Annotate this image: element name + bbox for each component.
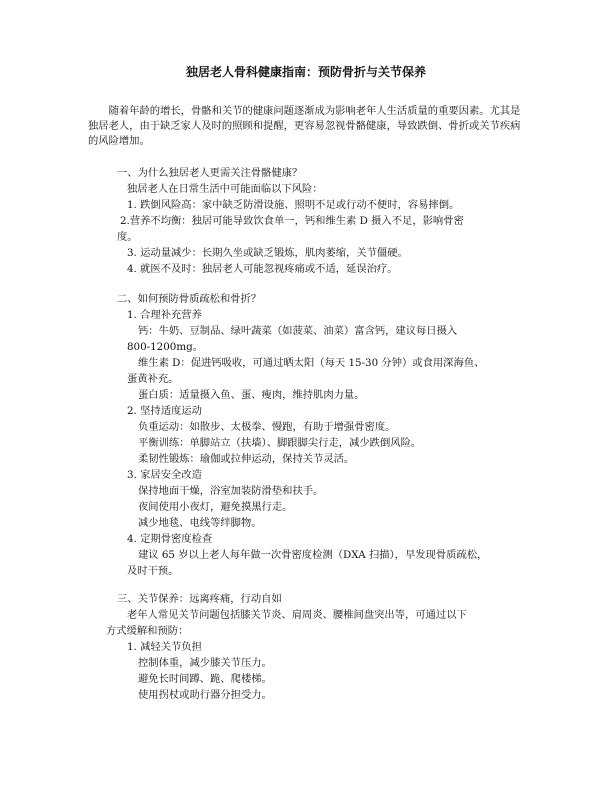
section-3-subheading: 1. 减轻关节负担	[127, 641, 202, 653]
section-2-heading: 二、如何预防骨质疏松和骨折？	[117, 293, 262, 305]
section-2-line: 及时干预。	[127, 565, 179, 577]
section-3-heading: 三、关节保养：远离疼痛，行动自如	[117, 593, 282, 605]
section-2-line: 建议 65 岁以上老人每年做一次骨密度检测（DXA 扫描），早发现骨质疏松，	[138, 549, 488, 561]
section-2-line: 平衡训练：单脚站立（扶墙）、脚跟脚尖行走，减少跌倒风险。	[138, 437, 422, 449]
section-1-item-continuation: 度。	[117, 231, 138, 243]
document-title: 独居老人骨科健康指南：预防骨折与关节保养	[185, 65, 426, 79]
section-2-subheading: 3. 家居安全改造	[127, 469, 202, 481]
section-2-line: 800-1200mg。	[127, 341, 203, 353]
section-1-item: 2.营养不均衡：独居可能导致饮食单一，钙和维生素 D 摄入不足，影响骨密	[120, 215, 464, 227]
section-3-line: 使用拐杖或助行器分担受力。	[138, 689, 272, 701]
section-1-item: 4. 就医不及时：独居老人可能忽视疼痛或不适，延误治疗。	[127, 263, 398, 275]
section-1-heading: 一、为什么独居老人更需关注骨骼健康？	[117, 167, 303, 179]
section-2-line: 负重运动：如散步、太极拳、慢跑，有助于增强骨密度。	[138, 421, 396, 433]
section-2-line: 夜间使用小夜灯，避免摸黑行走。	[138, 501, 293, 513]
section-3-line: 老年人常见关节问题包括膝关节炎、肩周炎、腰椎间盘突出等，可通过以下	[127, 609, 467, 621]
section-1-item: 1. 跌倒风险高：家中缺乏防滑设施、照明不足或行动不便时，容易摔倒。	[127, 199, 460, 211]
section-2-line: 蛋白质：适量摄入鱼、蛋、瘦肉，维持肌肉力量。	[138, 389, 365, 401]
section-3-line: 方式缓解和预防：	[106, 625, 189, 637]
section-2-line: 钙：牛奶、豆制品、绿叶蔬菜（如菠菜、油菜）富含钙，建议每日摄入	[138, 325, 458, 337]
section-2-subheading: 1. 合理补充营养	[127, 309, 202, 321]
intro-paragraph	[88, 104, 528, 149]
section-3-line: 避免长时间蹲、跪、爬楼梯。	[138, 673, 272, 685]
section-2-line: 减少地毯、电线等绊脚物。	[138, 517, 262, 529]
intro-text: 随着年龄的增长，骨骼和关节的健康问题逐渐成为影响老年人生活质量的重要因素。尤其是独居老人，由于缺乏家人及时的照顾和提醒，更容易忽视骨骼健康，导致跌倒、骨折或关节疾病的风险增加。	[88, 105, 521, 147]
section-2-line: 蛋黄补充。	[127, 373, 179, 385]
section-3-line: 控制体重，减少膝关节压力。	[138, 657, 272, 669]
section-2-line: 柔韧性锻炼：瑜伽或拉伸运动，保持关节灵活。	[138, 453, 355, 465]
section-1-lead: 独居老人在日常生活中可能面临以下风险：	[127, 183, 323, 195]
section-2-subheading: 2. 坚持适度运动	[127, 405, 202, 417]
section-2-line: 保持地面干燥，浴室加装防滑垫和扶手。	[138, 485, 324, 497]
section-1-item: 3. 运动量减少：长期久坐或缺乏锻炼，肌肉萎缩，关节僵硬。	[127, 247, 408, 259]
section-2-subheading: 4. 定期骨密度检查	[127, 533, 213, 545]
section-2-line: 维生素 D：促进钙吸收，可通过晒太阳（每天 15-30 分钟）或食用深海鱼、	[138, 357, 485, 369]
